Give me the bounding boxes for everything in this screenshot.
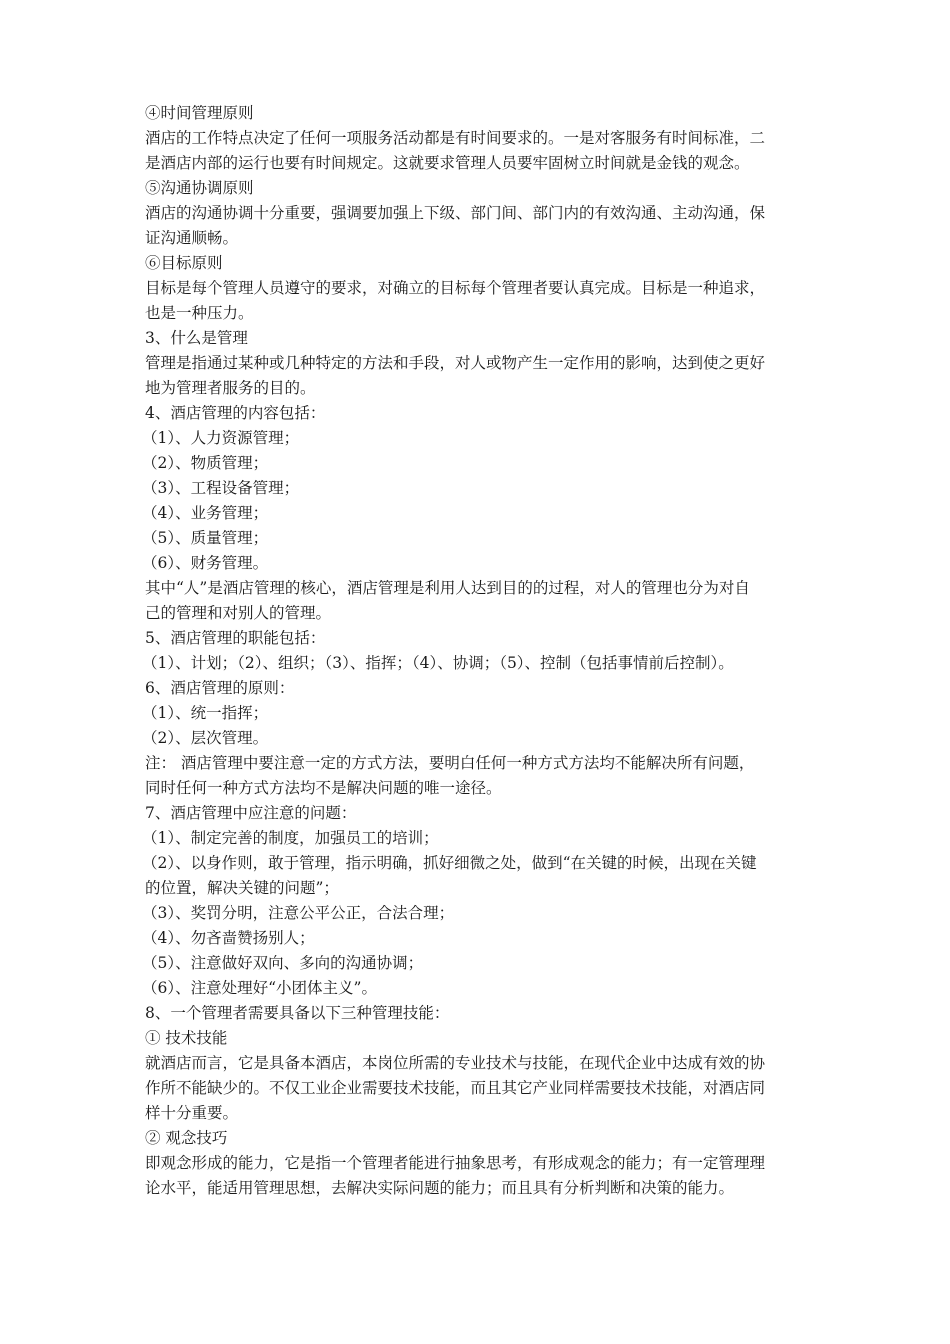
list-item: （4）、勿吝啬赞扬别人； — [142, 929, 315, 947]
list-item: （2）、以身作则，敢于管理，指示明确，抓好细微之处，做到“在关键的时候，出现在关键 — [142, 854, 757, 872]
paragraph-line: 就酒店而言，它是具备本酒店，本岗位所需的专业技术与技能，在现代企业中达成有效的协 — [145, 1054, 766, 1072]
paragraph-line: 即观念形成的能力，它是指一个管理者能进行抽象思考，有形成观念的能力；有一定管理理 — [145, 1154, 766, 1172]
section-heading-5: 5、酒店管理的职能包括： — [145, 629, 326, 647]
section-heading-3: 3、什么是管理 — [145, 329, 248, 347]
list-item: （1）、制定完善的制度，加强员工的培训； — [142, 829, 439, 847]
paragraph-line: 作所不能缺少的。不仅工业企业需要技术技能，而且其它产业同样需要技术技能，对酒店同 — [145, 1079, 766, 1097]
paragraph-line: 酒店的沟通协调十分重要，强调要加强上下级、部门间、部门内的有效沟通、主动沟通，保 — [145, 204, 766, 222]
heading-goal-principle: ⑥目标原则 — [145, 254, 223, 272]
heading-communication-principle: ⑤沟通协调原则 — [145, 179, 254, 197]
list-item: （6）、注意处理好“小团体主义”。 — [142, 979, 377, 997]
document-body — [142, 101, 821, 1201]
list-item: （2）、物质管理； — [142, 454, 269, 472]
heading-technical-skill: ① 技术技能 — [145, 1029, 228, 1047]
list-item: （1）、人力资源管理； — [142, 429, 300, 447]
paragraph-line: 其中“人”是酒店管理的核心，酒店管理是利用人达到目的的过程，对人的管理也分为对自 — [145, 579, 750, 597]
paragraph-line: 论水平，能适用管理思想，去解决实际问题的能力；而且具有分析判断和决策的能力。 — [145, 1179, 735, 1197]
list-item: （1）、计划；（2）、组织；（3）、指挥；（4）、协调；（5）、控制（包括事情前后控制）。 — [142, 654, 734, 672]
note-line: 同时任何一种方式方法均不是解决问题的唯一途径。 — [145, 779, 502, 797]
paragraph-line: 目标是每个管理人员遵守的要求，对确立的目标每个管理者要认真完成。目标是一种追求， — [145, 279, 766, 297]
paragraph-line: 管理是指通过某种或几种特定的方法和手段，对人或物产生一定作用的影响，达到使之更好 — [145, 354, 766, 372]
section-heading-4: 4、酒店管理的内容包括： — [145, 404, 326, 422]
paragraph-line: 地为管理者服务的目的。 — [145, 379, 316, 397]
list-item: （5）、质量管理； — [142, 529, 269, 547]
section-heading-6: 6、酒店管理的原则： — [145, 679, 295, 697]
list-item: （4）、业务管理； — [142, 504, 269, 522]
heading-conceptual-skill: ② 观念技巧 — [145, 1129, 228, 1147]
note-line: 注： 酒店管理中要注意一定的方式方法，要明白任何一种方式方法均不能解决所有问题， — [145, 754, 755, 772]
paragraph-line: 也是一种压力。 — [145, 304, 254, 322]
list-item-continuation: 的位置，解决关键的问题”； — [145, 879, 339, 897]
paragraph-line: 样十分重要。 — [145, 1104, 239, 1122]
paragraph-line: 酒店的工作特点决定了任何一项服务活动都是有时间要求的。一是对客服务有时间标准，二 — [145, 129, 766, 147]
section-heading-8: 8、一个管理者需要具备以下三种管理技能： — [145, 1004, 450, 1022]
list-item: （2）、层次管理。 — [142, 729, 269, 747]
section-heading-7: 7、酒店管理中应注意的问题： — [145, 804, 357, 822]
heading-time-principle: ④时间管理原则 — [145, 104, 254, 122]
list-item: （1）、统一指挥； — [142, 704, 269, 722]
list-item: （3）、奖罚分明，注意公平公正，合法合理； — [142, 904, 455, 922]
paragraph-line: 证沟通顺畅。 — [145, 229, 239, 247]
list-item: （3）、工程设备管理； — [142, 479, 300, 497]
list-item: （6）、财务管理。 — [142, 554, 269, 572]
paragraph-line: 是酒店内部的运行也要有时间规定。这就要求管理人员要牢固树立时间就是金钱的观念。 — [145, 154, 750, 172]
paragraph-line: 己的管理和对别人的管理。 — [145, 604, 332, 622]
list-item: （5）、注意做好双向、多向的沟通协调； — [142, 954, 424, 972]
